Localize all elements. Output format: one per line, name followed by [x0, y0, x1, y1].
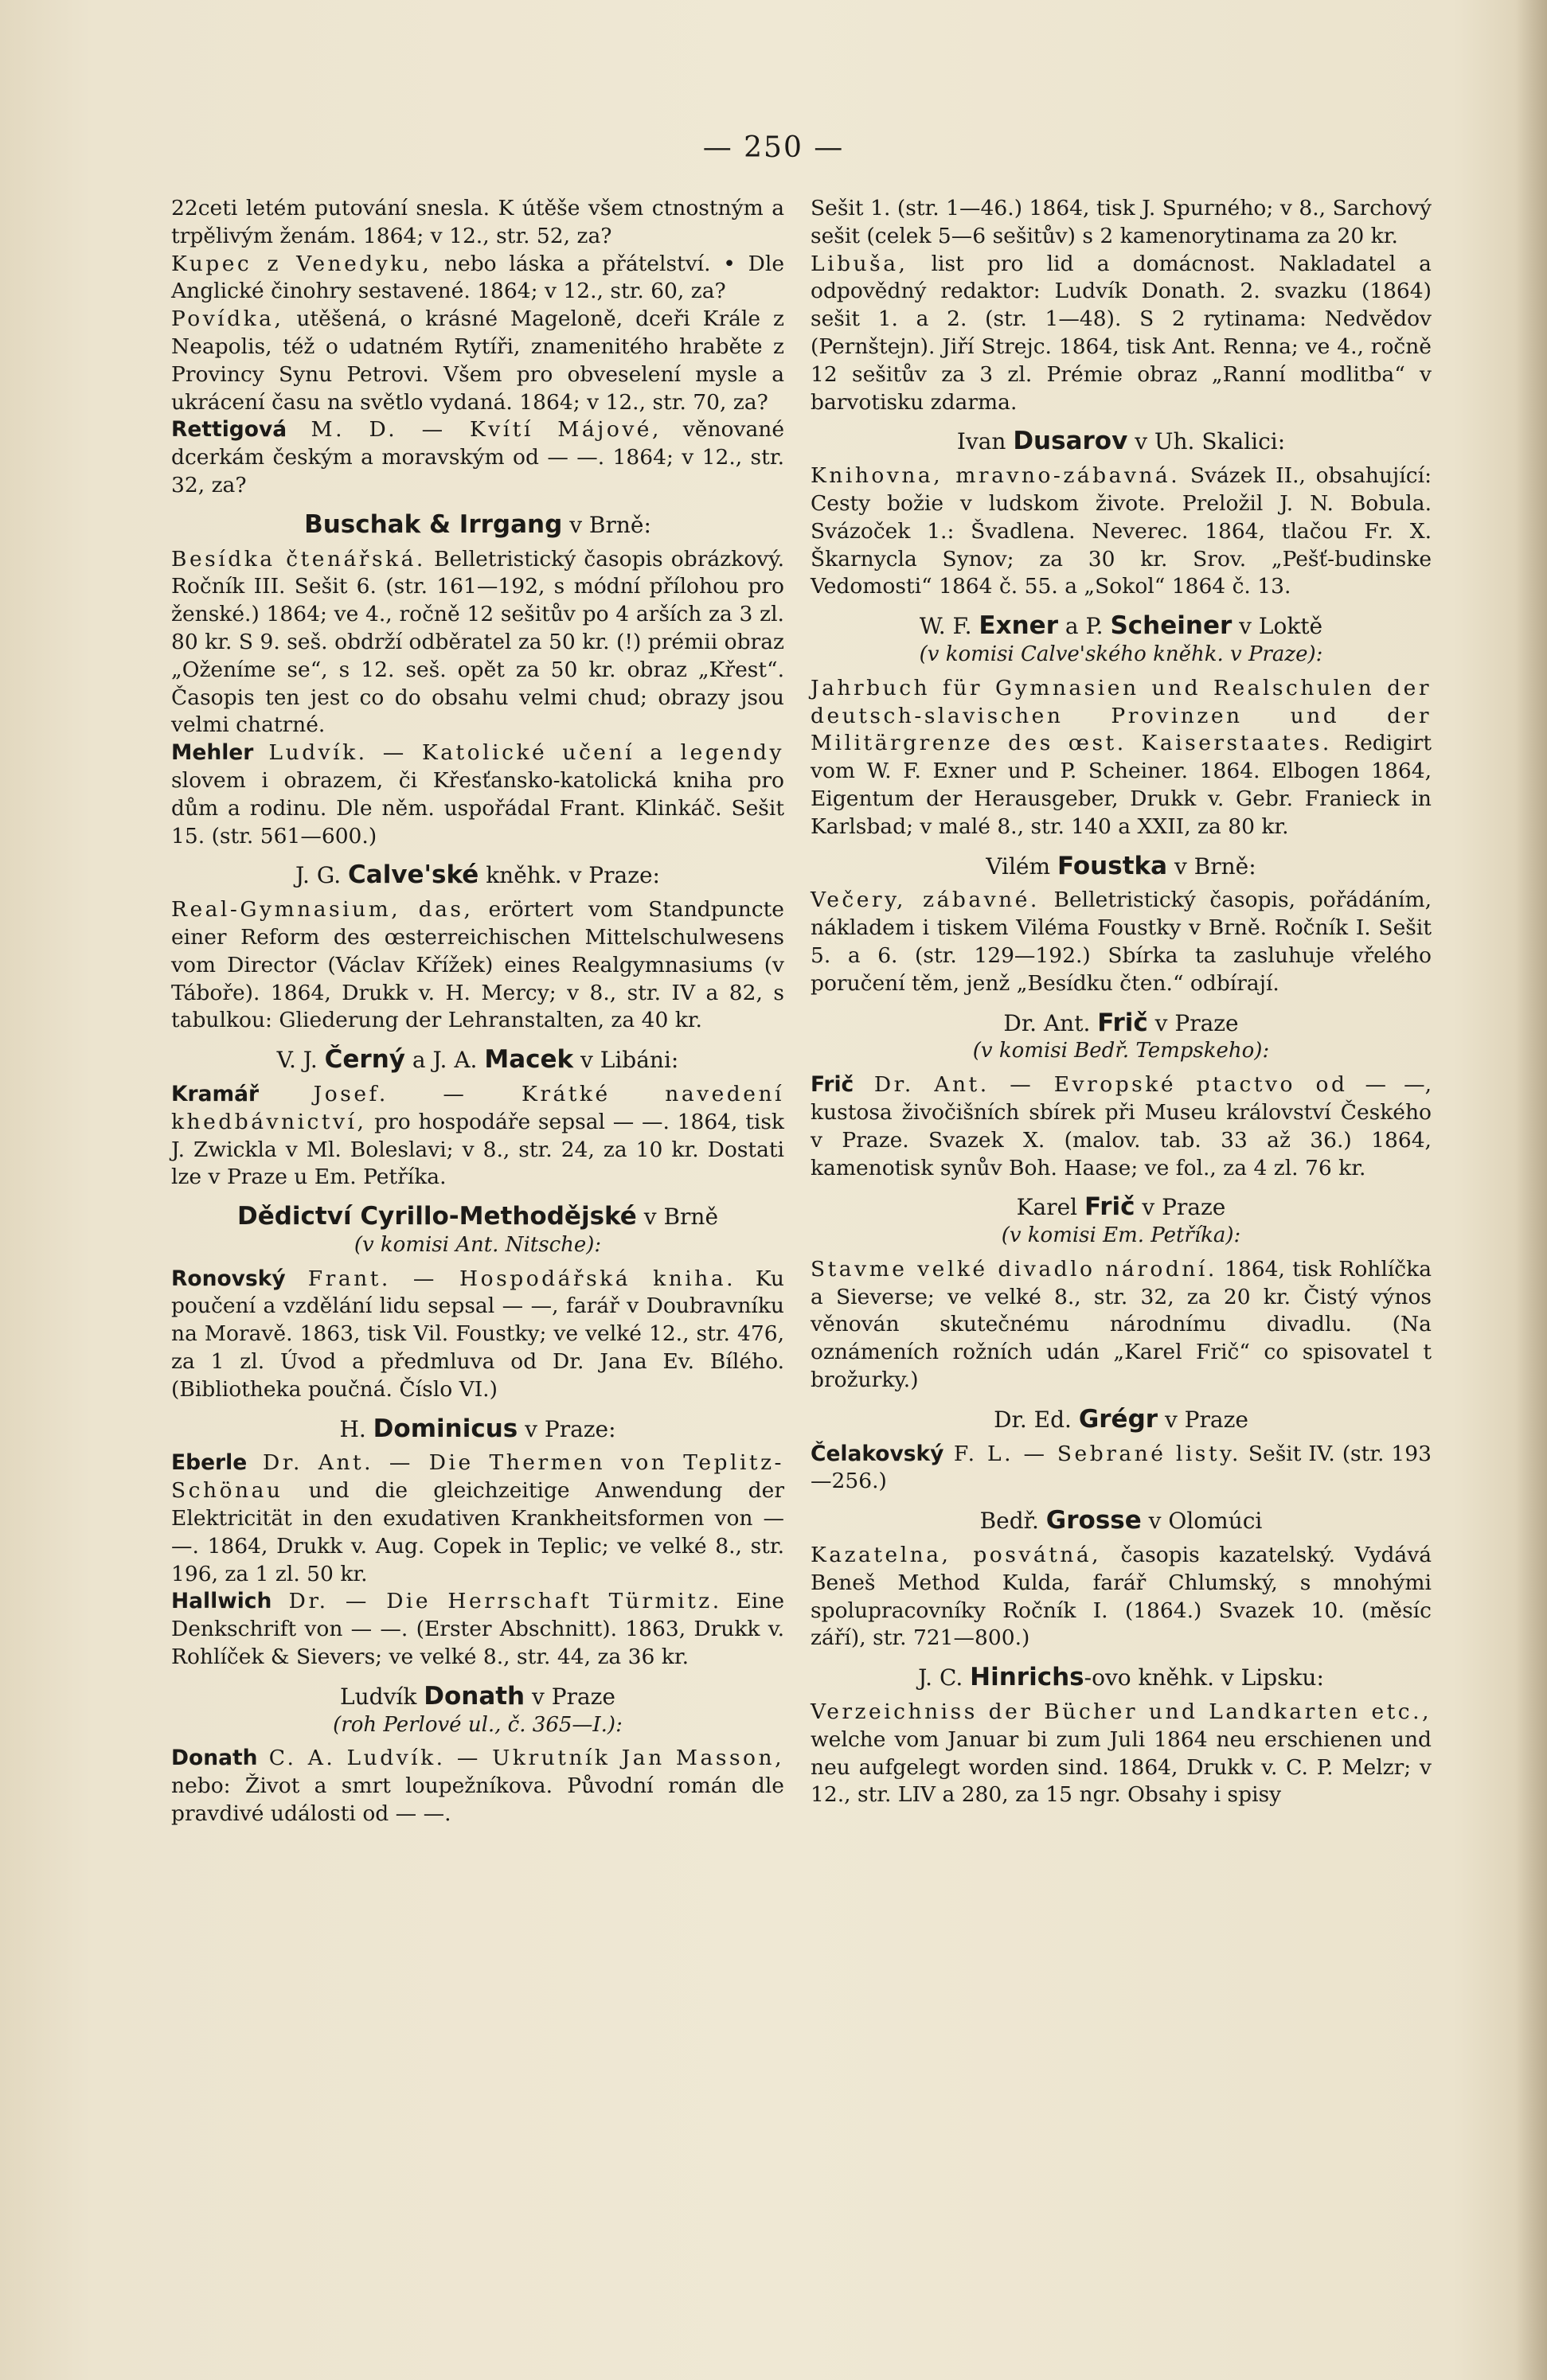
entry-text: nebo láska a přátelství. • Dle Anglické činohry sestavené. 1864; v 12., str. 60, za?: [171, 251, 784, 304]
bibliography-entry: [171, 546, 784, 740]
publisher-prefix: V. J.: [276, 1047, 325, 1074]
publisher-name: Buschak & Irrgang: [304, 509, 563, 539]
publisher-name: Frič: [1084, 1192, 1135, 1222]
publisher-name: Exner: [979, 611, 1058, 641]
right-column: [811, 195, 1432, 1809]
publisher-name: Calve'ské: [348, 860, 479, 890]
publisher-name: Grosse: [1045, 1506, 1142, 1535]
publisher-prefix: Dr. Ant.: [1003, 1009, 1098, 1036]
publisher-commission: (v komisi Em. Petříka):: [1001, 1223, 1241, 1248]
entry-text: časopis kazatelský. Vydává Beneš Method Kulda, farář Chlumský, s mnohými spolupracovníky Ročník I. (1864.) Svazek 10. (měsíc září), str. 721—800.): [811, 1543, 1432, 1651]
entry-text: Svázek II., obsahující: Cesty božie v ludskom živote. Preložil J. N. Bobula. Svázoček 1.: Švadlena. Neverec. 1864, tlačou Fr. X. Škarnycla Synov; za 30 kr. Srov. „Pešť-budinske Vedomosti“ 1864 č. 55. a „Sokol“ 1864 č. 13.: [811, 463, 1432, 599]
entry-title: Frant. — Hospodářská kniha.: [285, 1266, 736, 1291]
publisher-name-2: Macek: [484, 1045, 574, 1075]
publisher-prefix: Ivan: [956, 428, 1014, 455]
bibliography-entry: [811, 1542, 1432, 1652]
publisher-heading: [811, 427, 1432, 456]
publisher-name: Dědictví Cyrillo-Methodějské: [236, 1202, 637, 1231]
entry-author: Rettigová: [171, 417, 287, 443]
publisher-prefix: H.: [339, 1415, 373, 1442]
publisher-prefix: Ludvík: [340, 1683, 424, 1710]
entry-text: Redigirt vom W. F. Exner und P. Scheiner. 1864. Elbogen 1864, Eigentum der Herausgeber, Drukk v. Gebr. Franieck in Karlsbad; v malé 8., str. 140 a XXII, za 80 kr.: [811, 731, 1432, 839]
publisher-place: v Brně:: [1167, 853, 1256, 880]
entry-title: Dr. — Die Herrschaft Türmitz.: [272, 1589, 722, 1614]
publisher-place: v Praze: [525, 1683, 615, 1710]
bibliography-entry: [171, 306, 784, 416]
publisher-heading: [811, 1193, 1432, 1250]
bibliography-entry: [811, 1699, 1432, 1809]
entry-text: — —, kustosa živočišních sbírek při Museu království Českého v Praze. Svazek X. (malov. tab. 33 až 36.) 1864, kamenotisk synův Boh. Haase; ve fol., za 4 zl. 76 kr.: [811, 1072, 1432, 1180]
publisher-name: Donath: [424, 1681, 525, 1711]
publisher-commission: (roh Perlové ul., č. 365—I.):: [333, 1712, 623, 1737]
entry-title: Dr. Ant. — Die Thermen von Teplitz-Schönau: [171, 1450, 784, 1504]
publisher-place: v Brně: [636, 1204, 719, 1231]
entry-title: Kupec z Venedyku,: [171, 251, 432, 276]
entry-text: list pro lid a domácnost. Nakladatel a odpovědný redaktor: Ludvík Donath. 2. svazku (1864) sešit 1. a 2. (str. 1—48). S 2 rytinama: Nedvědov (Pernštejn). Jiří Strejc. 1864, tisk Ant. Renna; ve 4., ročně 12 sešitův za 3 zl. Prémie obraz „Ranní modlitba“ v barvotisku zdarma.: [811, 251, 1432, 415]
publisher-name: Hinrichs: [970, 1663, 1084, 1692]
publisher-heading: [811, 853, 1432, 881]
bibliography-entry: [811, 251, 1432, 417]
entry-author: Hallwich: [171, 1589, 272, 1614]
publisher-name: Černý: [324, 1045, 405, 1075]
entry-text: věnované dcerkám českým a moravským od — —. 1864; v 12., str. 32, za?: [171, 417, 785, 497]
page-edge-shadow: [1515, 0, 1547, 2380]
entry-text: nebo: Život a smrt loupežníkova. Původní román dle pravdivé události od — —.: [171, 1773, 784, 1827]
publisher-heading: [811, 1664, 1432, 1692]
publisher-prefix: Karel: [1016, 1194, 1085, 1221]
entry-text: Sešit IV. (str. 193—256.): [811, 1441, 1432, 1494]
publisher-heading: [811, 1406, 1432, 1434]
bibliography-entry: [811, 1071, 1432, 1182]
entry-title: Besídka čtenářská.: [171, 546, 426, 572]
entry-title: Josef. — Krátké navedení khedbávnictví,: [171, 1081, 784, 1134]
entry-text: erörtert vom Standpuncte einer Reform des œsterreichischen Mittelschulwesens vom Director (Václav Křížek) eines Realgymnasiums (v Táboře). 1864, Drukk v. H. Mercy; v 8., str. IV a 82, s tabulkou: Gliederung der Lehranstalten, za 40 kr.: [171, 897, 784, 1033]
publisher-heading: [811, 1507, 1432, 1535]
publisher-place: v Olomúci: [1141, 1508, 1263, 1535]
entry-author: Frič: [811, 1072, 854, 1098]
publisher-name: Dominicus: [373, 1414, 518, 1443]
publisher-commission: (v komisi Bedř. Tempskeho):: [972, 1039, 1270, 1063]
bibliography-entry: [811, 1441, 1432, 1496]
bibliography-entry: [171, 416, 784, 499]
publisher-heading: [171, 861, 784, 890]
left-column: [171, 195, 784, 1828]
publisher-joiner: a P.: [1057, 613, 1111, 640]
publisher-prefix: Vilém: [986, 853, 1057, 880]
publisher-heading: [171, 1683, 784, 1739]
publisher-place: v Praze: [1135, 1194, 1226, 1221]
publisher-heading: [171, 1415, 784, 1444]
entry-author: Eberle: [171, 1450, 248, 1476]
entry-text: Belletristický časopis obrázkový. Ročník III. Sešit 6. (str. 161—192, s módní přílohou pro ženské.) 1864; ve 4., ročně 12 sešitův po 4 arších za 3 zl. 80 kr. S 9. seš. obdrží odběratel za 50 kr. (!) prémii obraz „Oženíme se“, s 12. seš. opět za 50 kr. obraz „Křest“. Časopis ten jest co do obsahu velmi chud; obrazy jsou velmi chatrné.: [171, 546, 784, 738]
page-number: — 250 —: [702, 131, 845, 164]
entry-title: Večery, zábavné.: [811, 888, 1040, 913]
entry-title: C. A. Ludvík. — Ukrutník Jan Masson,: [257, 1746, 784, 1771]
publisher-name-2: Scheiner: [1110, 611, 1233, 641]
publisher-commission: (v komisi Calve'ského kněhk. v Praze):: [919, 642, 1323, 666]
entry-title: Knihovna, mravno-zábavná.: [811, 463, 1181, 489]
publisher-heading: [171, 1046, 784, 1075]
entry-text: Sešit 1. (str. 1—46.) 1864, tisk J. Spurného; v 8., Sarchový sešit (celek 5—6 sešitův) s 2 kamenorytinama za 20 kr.: [811, 196, 1432, 248]
bibliography-entry: [171, 739, 784, 850]
publisher-place: v Uh. Skalici:: [1127, 428, 1286, 455]
publisher-prefix: J. G.: [295, 862, 349, 889]
publisher-place: v Libáni:: [573, 1047, 679, 1074]
publisher-commission: (v komisi Ant. Nitsche):: [354, 1232, 602, 1257]
entry-author: Donath: [171, 1746, 258, 1771]
publisher-place: v Loktě: [1232, 613, 1323, 640]
publisher-prefix: Bedř.: [979, 1508, 1046, 1535]
entry-author: Mehler: [171, 740, 254, 766]
continued-text: [811, 195, 1432, 251]
entry-text: Belletristický časopis, pořádáním, nákladem i tiskem Viléma Foustky v Brně. Ročník I. Sešit 5. a 6. (str. 129—192.) Sbírka ta zasluhuje vřelého poručení těm, jenž „Besídku čten.“ odbírají.: [811, 888, 1432, 996]
entry-text: 1864, tisk Rohlíčka a Sieverse; ve velké 8., str. 32, za 20 kr. Čistý výnos věnován skutečnému národnímu divadlu. (Na oznámeních rožních udán „Karel Frič“ co spisovatel t brožurky.): [811, 1256, 1432, 1393]
entry-title: M. D. — Kvítí Májové,: [287, 417, 662, 443]
bibliography-entry: [171, 1745, 784, 1828]
publisher-heading: [171, 511, 784, 540]
entry-title: Dr. Ant. — Evropské ptactvo od: [854, 1072, 1348, 1098]
publisher-heading: [811, 612, 1432, 669]
entry-author: Ronovský: [171, 1266, 286, 1291]
bibliography-entry: [171, 251, 784, 306]
entry-title: Ludvík. — Katolické učení a legendy: [253, 740, 784, 766]
publisher-heading: [811, 1009, 1432, 1066]
bibliography-entry: [171, 896, 784, 1035]
entry-text: und die gleichzeitige Anwendung der Elektricität in den exudativen Krankheitsformen von — —. 1864, Drukk v. Aug. Copek in Teplic; ve velké 8., str. 196, za 1 zl. 50 kr.: [171, 1478, 784, 1586]
entry-title: Real-Gymnasium, das,: [171, 897, 474, 923]
publisher-joiner: a J. A.: [404, 1047, 485, 1074]
publisher-place: v Praze: [1147, 1009, 1239, 1036]
publisher-place: v Brně:: [562, 511, 651, 538]
publisher-prefix: W. F.: [919, 613, 979, 640]
publisher-name: Frič: [1097, 1008, 1148, 1037]
publisher-heading: [171, 1203, 784, 1259]
bibliography-entry: [811, 462, 1432, 601]
publisher-name: Foustka: [1057, 851, 1168, 880]
entry-author: Čelakovský: [811, 1441, 944, 1466]
publisher-prefix: Dr. Ed.: [994, 1406, 1079, 1433]
entry-text: slovem i obrazem, či Křesťansko-katolická kniha pro dům a rodinu. Dle něm. uspořádal Frant. Klinkáč. Sešit 15. (str. 561—600.): [171, 767, 784, 849]
continued-text: [171, 195, 784, 251]
bibliography-entry: [171, 1588, 784, 1671]
entry-text: 22ceti letém putování snesla. K útěše všem ctnostným a trpělivým ženám. 1864; v 12., str. 52, za?: [171, 196, 784, 248]
bibliography-entry: [171, 1081, 784, 1192]
entry-text: pro hospodáře sepsal — —. 1864, tisk J. Zwickla v Ml. Boleslavi; v 8., str. 24, za 10 kr. Dostati lze v Praze u Em. Petříka.: [171, 1109, 784, 1190]
entry-title: Verzeichniss der Bücher und Landkarten etc.,: [811, 1699, 1432, 1725]
entry-text: Ku poučení a vzdělání lidu sepsal — —, farář v Doubravníku na Moravě. 1863, tisk Vil. Foustky; ve velké 12., str. 476, za 1 zl. Úvod a předmluva od Dr. Jana Ev. Bílého. (Bibliotheka poučná. Číslo VI.): [171, 1266, 784, 1402]
bibliography-entry: [811, 675, 1432, 841]
bibliography-entry: [811, 1256, 1432, 1395]
entry-author: Kramář: [171, 1081, 260, 1106]
entry-title: Stavme velké divadlo národní.: [811, 1256, 1217, 1282]
entry-text: welche vom Januar bi zum Juli 1864 neu erschienen und neu aufgelegt worden sind. 1864, Drukk v. C. P. Melzr; v 12., str. LIV a 280, za 15 ngr. Obsahy i spisy: [811, 1726, 1432, 1808]
publisher-name: Dusarov: [1013, 427, 1128, 456]
entry-text: utěšená, o krásné Mageloně, dceři Krále z Neapolis, též o udatném Rytíři, znamenitého hraběte z Provincy Synu Petrovi. Všem pro obveselení mysle a ukrácení času na světlo vydaná. 1864; v 12., str. 70, za?: [171, 306, 784, 415]
entry-title: Povídka,: [171, 306, 284, 332]
bibliography-entry: [171, 1266, 784, 1404]
publisher-place: -ovo kněhk. v Lipsku:: [1084, 1664, 1324, 1691]
publisher-place: v Praze: [1158, 1406, 1248, 1433]
publisher-place: kněhk. v Praze:: [479, 862, 660, 889]
entry-title: F. L. — Sebrané listy.: [943, 1441, 1241, 1466]
bibliography-entry: [811, 887, 1432, 997]
entry-text: Eine Denkschrift von — —. (Erster Abschnitt). 1863, Drukk v. Rohlíček & Sievers; ve velké 8., str. 44, za 36 kr.: [171, 1589, 785, 1670]
publisher-place: v Praze:: [518, 1415, 616, 1442]
publisher-name: Grégr: [1078, 1404, 1158, 1434]
entry-title: Libuša,: [811, 251, 908, 276]
entry-title: Jahrbuch für Gymnasien und Realschulen der deutsch-slavischen Provinzen und der Militärgrenze des œst. Kaiserstaates.: [811, 675, 1432, 756]
publisher-prefix: J. C.: [918, 1664, 971, 1691]
entry-title: Kazatelna, posvátná,: [811, 1543, 1102, 1568]
bibliography-entry: [171, 1449, 784, 1588]
